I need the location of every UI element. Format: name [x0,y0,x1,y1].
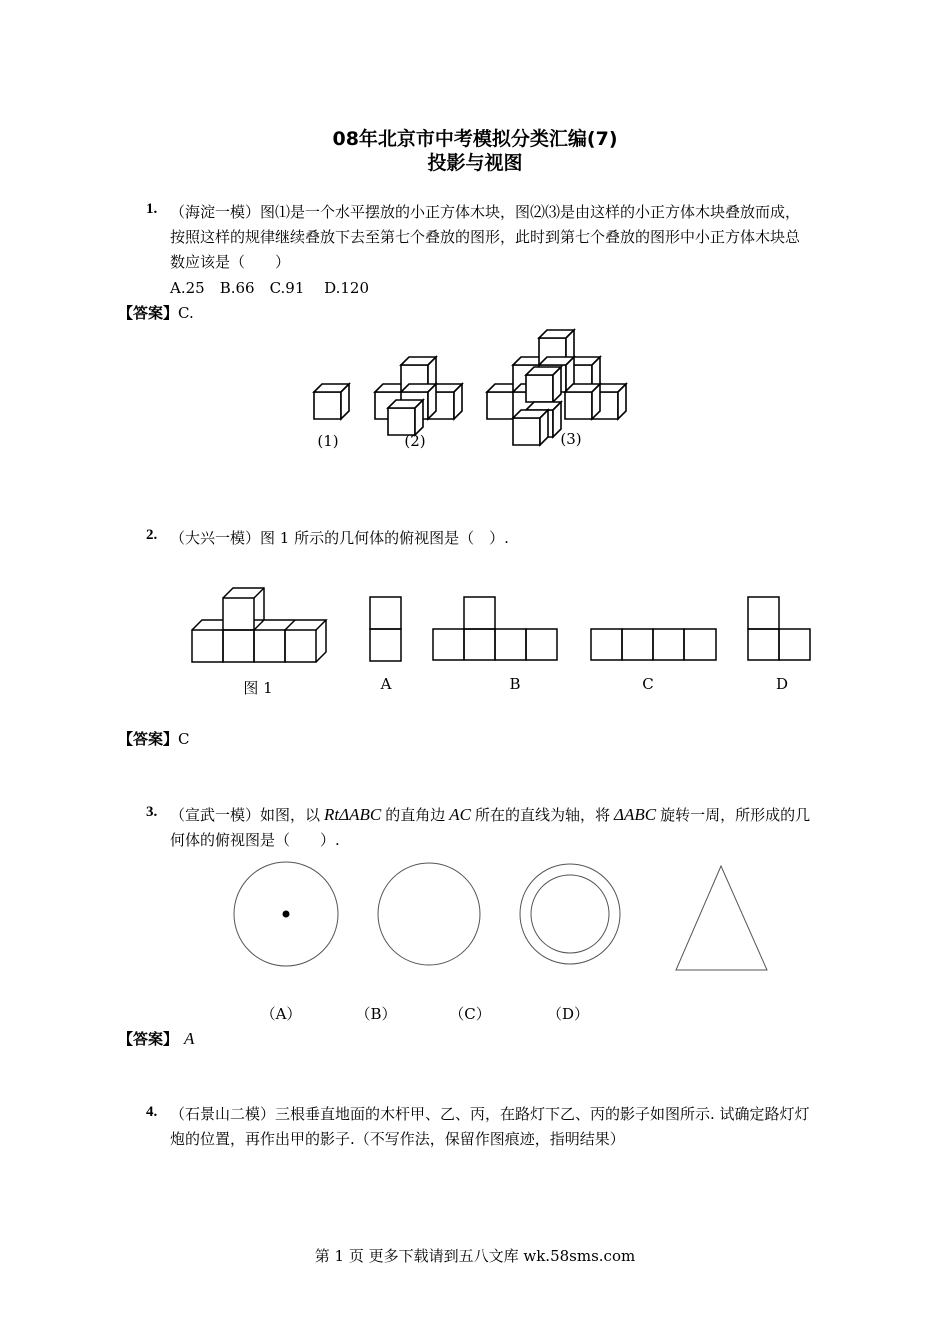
option-label: A [380,675,392,693]
figure-label: (1) [317,432,339,450]
option-label: B [509,675,521,693]
option-b-circle [378,863,480,965]
answer-label: 【答案】 [118,1030,179,1048]
answer-label: 【答案】 [118,730,179,748]
option-c-inner-circle [531,875,609,953]
answer-options: A.25 B.66 C.91 D.120 [170,279,370,297]
figure-label: 图 1 [243,679,273,697]
text-segment: 所在的直线为轴，将 [474,806,610,824]
option-label: D [775,675,789,693]
question-text: （大兴一模）图 1 所示的几何体的俯视图是（ ）. [170,529,509,547]
question-text: 何体的俯视图是（ ）. [170,831,340,849]
question-number: 4. [146,1104,158,1120]
option-label: C [642,675,654,693]
question-number: 2. [146,527,158,543]
question-text: （石景山二模）三根垂直地面的木杆甲、乙、丙，在路灯下乙、丙的影子如图所示. 试确定路灯灯 [170,1105,810,1123]
math-triangle: ΔABC [613,805,657,824]
option-label: （D） [546,1005,590,1023]
question-number: 3. [146,804,158,820]
option-a-center-dot [283,911,290,918]
math-triangle: RtΔABC [324,805,382,824]
answer-value: C. [178,304,194,322]
question-text: 数应该是（ ） [170,253,291,271]
figure-label: (3) [560,430,582,448]
option-label: （C） [449,1005,491,1023]
option-label: （B） [355,1005,397,1023]
answer-line [118,1028,194,1050]
page-subtitle: 投影与视图 [427,152,523,174]
answer-value: A [184,1029,195,1048]
math-edge: AC [449,805,471,824]
answer-value: C [178,730,190,748]
figure-label: (2) [404,432,426,450]
option-c-outer-circle [520,864,620,964]
question-number: 1. [146,201,158,217]
text-segment: 旋转一周，所形成的几 [660,806,811,824]
option-d-triangle [676,866,767,970]
question-text: 按照这样的规律继续叠放下去至第七个叠放的图形，此时到第七个叠放的图形中小正方体木块总 [170,228,801,246]
option-label: （A） [260,1005,302,1023]
text-segment: 的直角边 [385,806,446,824]
question-text: （海淀一模）图⑴是一个水平摆放的小正方体木块，图⑵⑶是由这样的小正方体木块叠放而成， [170,203,801,221]
answer-label: 【答案】 [118,304,179,322]
question-text: 炮的位置，再作出甲的影子.（不写作法，保留作图痕迹，指明结果） [170,1130,625,1148]
text-segment: （宣武一模）如图，以 [170,806,321,824]
page-footer: 第 1 页 更多下载请到五八文库 wk.58sms.com [314,1247,636,1265]
page-title: 08年北京市中考模拟分类汇编(7) [332,128,618,150]
